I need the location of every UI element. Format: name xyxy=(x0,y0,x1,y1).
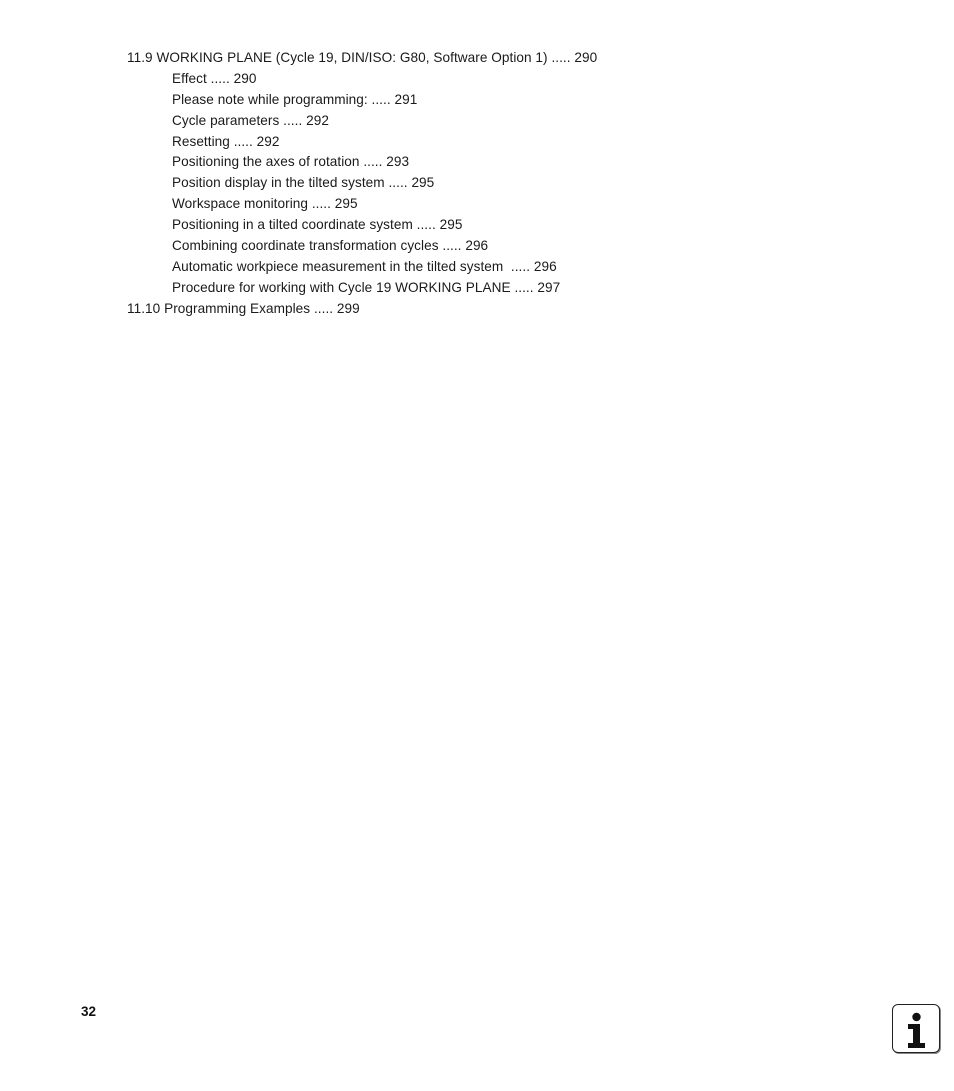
toc-entry-automatic-measurement[interactable]: Automatic workpiece measurement in the tilted system ..... 296 xyxy=(172,258,557,274)
toc-entry-position-display[interactable]: Position display in the tilted system ..... 295 xyxy=(172,175,435,191)
info-icon xyxy=(892,1004,940,1053)
toc-entry-cycle-parameters[interactable]: Cycle parameters ..... 292 xyxy=(172,112,329,128)
info-glyph xyxy=(893,1005,939,1051)
toc-entry-combining-cycles[interactable]: Combining coordinate transformation cycles ..... 296 xyxy=(172,238,489,254)
toc-entry-workspace-monitoring[interactable]: Workspace monitoring ..... 295 xyxy=(172,196,358,212)
page-number: 32 xyxy=(81,1004,97,1019)
table-of-contents xyxy=(0,48,954,320)
toc-entry-procedure[interactable]: Procedure for working with Cycle 19 WORKING PLANE ..... 297 xyxy=(172,279,561,295)
toc-entry-resetting[interactable]: Resetting ..... 292 xyxy=(172,133,280,149)
toc-entry-section-11-10[interactable]: 11.10 Programming Examples ..... 299 xyxy=(127,300,360,316)
toc-entry-positioning-axes[interactable]: Positioning the axes of rotation ..... 293 xyxy=(172,154,410,170)
toc-entry-section-11-9[interactable]: 11.9 WORKING PLANE (Cycle 19, DIN/ISO: G80, Software Option 1) ..... 290 xyxy=(127,50,598,65)
toc-entry-please-note[interactable]: Please note while programming: ..... 291 xyxy=(172,91,418,107)
toc-entry-positioning-tilted[interactable]: Positioning in a tilted coordinate system ..... 295 xyxy=(172,217,463,233)
toc-entry-effect[interactable]: Effect ..... 290 xyxy=(172,70,257,86)
